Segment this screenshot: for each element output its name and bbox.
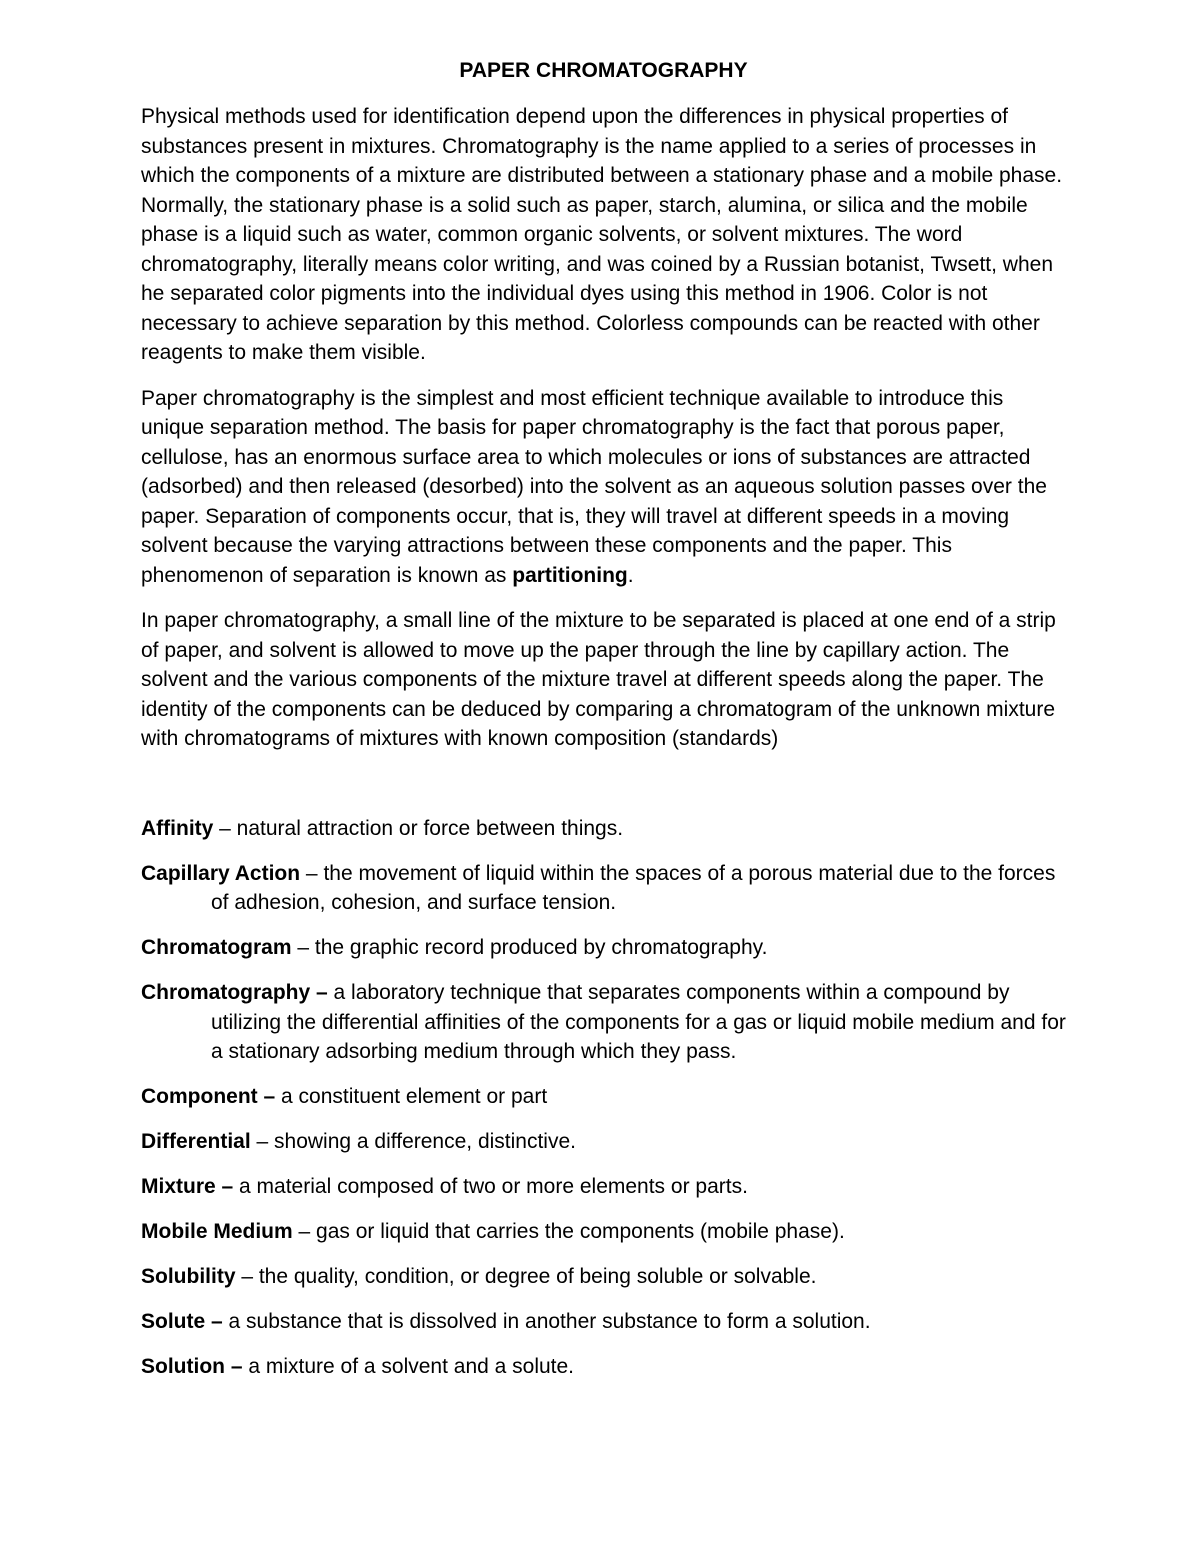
glossary-definition: – showing a difference, distinctive. [250, 1130, 576, 1153]
glossary-term: Component – [141, 1085, 276, 1108]
glossary-term: Mobile Medium [141, 1220, 293, 1243]
glossary-definition: a mixture of a solvent and a solute. [242, 1355, 575, 1378]
glossary-entry-component [141, 1082, 1066, 1112]
glossary-entry-solute [141, 1307, 1066, 1337]
glossary-definition: – natural attraction or force between things. [213, 816, 624, 840]
glossary-entry-capillary-action [141, 859, 1066, 918]
glossary-definition: – the quality, condition, or degree of being soluble or solvable. [235, 1265, 817, 1288]
glossary-entry-affinity [141, 814, 1066, 844]
paragraph-text: Paper chromatography is the simplest and most efficient technique available to introduce this unique separation method. The basis for paper chromatography is the fact that porous paper, cellulose, has an enormous surface area to which molecules or ions of substances are attracted (adsorbed) and then released (desorbed) into the solvent as an aqueous solution passes over the paper. Separation of components occur, that is, they will travel at different speeds in a moving solvent because the varying attractions between these components and the paper. This phenomenon of separation is known as [141, 386, 1047, 587]
glossary-term: Solubility [141, 1265, 236, 1288]
section-spacer [141, 770, 1066, 814]
glossary-definition: a laboratory technique that separates components within a compound by utilizing the differential affinities of the components for a gas or liquid mobile medium and for a stationary adsorbing medium through which they pass. [211, 981, 1066, 1063]
glossary-definition: – the graphic record produced by chromatography. [291, 936, 768, 959]
paragraph-paper-chromatography [141, 384, 1066, 591]
glossary-definition: – gas or liquid that carries the components (mobile phase). [292, 1220, 845, 1243]
page-title: PAPER CHROMATOGRAPHY [459, 59, 748, 82]
paragraph-end-punctuation: . [627, 563, 634, 587]
glossary-definition: a constituent element or part [275, 1085, 548, 1108]
glossary-definition: a material composed of two or more elements or parts. [233, 1175, 748, 1198]
document-page [141, 56, 1066, 1397]
keyword-partitioning: partitioning [512, 563, 628, 587]
glossary-term: Capillary Action [141, 861, 301, 885]
glossary-term: Mixture – [141, 1175, 234, 1198]
paragraph-intro: Physical methods used for identification depend upon the differences in physical properties of substances present in mixtures. Chromatography is the name applied to a series of processes in which the components of a mixture are distributed between a stationary phase and a mobile phase. Normally, the stationary phase is a solid such as paper, starch, alumina, or silica and the mobile phase is a liquid such as water, common organic solvents, or solvent mixtures. The word chromatography, literally means color writing, and was coined by a Russian botanist, Twsett, when he separated color pigments into the individual dyes using this method in 1906. Color is not necessary to achieve separation by this method. Colorless compounds can be reacted with other reagents to make them visible. [141, 105, 1063, 364]
glossary-entry-solubility [141, 1262, 1066, 1292]
glossary-entry-mixture [141, 1172, 1066, 1202]
glossary-entry-mobile-medium [141, 1217, 1066, 1247]
glossary-term: Solution – [141, 1355, 243, 1378]
glossary-entry-chromatogram [141, 933, 1066, 963]
glossary-entry-solution [141, 1352, 1066, 1382]
glossary-entry-differential [141, 1127, 1066, 1157]
glossary-definition: a substance that is dissolved in another substance to form a solution. [222, 1310, 871, 1333]
glossary-list [141, 814, 1066, 1382]
glossary-term: Chromatography – [141, 981, 328, 1004]
glossary-term: Affinity [141, 816, 214, 840]
glossary-definition: – the movement of liquid within the spaces of a porous material due to the forces of adhesion, cohesion, and surface tension. [211, 861, 1056, 914]
glossary-term: Solute – [141, 1310, 223, 1333]
glossary-term: Chromatogram [141, 936, 292, 959]
glossary-entry-chromatography [141, 978, 1066, 1067]
paragraph-method: In paper chromatography, a small line of the mixture to be separated is placed at one end of a strip of paper, and solvent is allowed to move up the paper through the line by capillary action. The solvent and the various components of the mixture travel at different speeds along the paper. The identity of the components can be deduced by comparing a chromatogram of the unknown mixture with chromatograms of mixtures with known composition (standards) [141, 609, 1056, 750]
glossary-term: Differential [141, 1130, 251, 1153]
